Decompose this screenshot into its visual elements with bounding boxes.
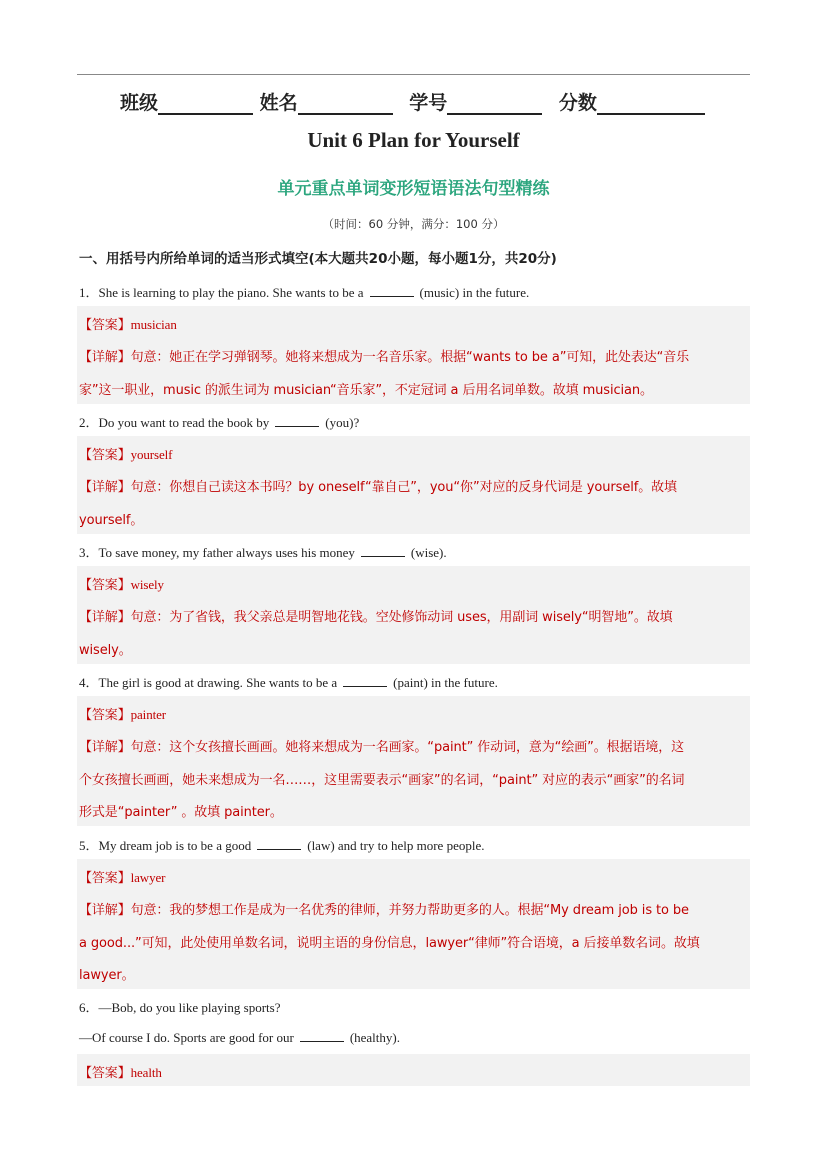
answer-blank	[370, 286, 414, 297]
detail-line: 形式是“painter” 。故填 painter。	[79, 805, 283, 820]
answer-line	[79, 574, 746, 593]
question-3	[79, 542, 447, 561]
class-blank[interactable]	[158, 93, 253, 115]
detail-line: yourself。	[79, 513, 144, 528]
question-text: 5．My dream job is to be a good	[79, 838, 252, 853]
answer-box-4	[77, 696, 750, 826]
answer-value: wisely	[130, 577, 164, 592]
answer-blank	[343, 676, 387, 687]
answer-line	[79, 867, 746, 886]
question-2	[79, 412, 359, 431]
detail-line: 家”这一职业，music 的派生词为 musician“音乐家”，不定冠词 a 后用名词单数。故填 musician。	[79, 383, 653, 398]
class-label: 班级	[120, 92, 159, 114]
answer-blank	[257, 839, 301, 850]
detail-text: 句意：为了省钱，我父亲总是明智地花钱。空处修饰动词 uses，用副词 wisely“明智地”。故填	[130, 610, 673, 625]
answer-blank	[300, 1031, 344, 1042]
detail-line	[79, 899, 746, 918]
detail-tag: 【详解】	[79, 903, 131, 918]
student-number-label: 学号	[409, 92, 448, 114]
detail-line: wisely。	[79, 643, 132, 658]
answer-box-1	[77, 306, 750, 404]
answer-tag: 【答案】	[79, 1066, 131, 1081]
answer-box-6	[77, 1054, 750, 1086]
page-title: Unit 6 Plan for Yourself	[307, 128, 520, 152]
answer-blank	[361, 546, 405, 557]
detail-text: 句意：我的梦想工作是成为一名优秀的律师，并努力帮助更多的人。根据“My dream job is to be	[130, 903, 689, 918]
question-text: (healthy).	[349, 1030, 400, 1045]
question-text: 6．—Bob, do you like playing sports?	[79, 1000, 281, 1015]
question-text: (paint) in the future.	[393, 675, 498, 690]
score-label: 分数	[558, 92, 597, 114]
question-text: 4．The girl is good at drawing. She wants to be a	[79, 675, 338, 690]
detail-line: a good...”可知，此处使用单数名词，说明主语的身份信息，lawyer“律师”符合语境，a 后接单数名词。故填	[79, 936, 700, 951]
name-blank[interactable]	[298, 93, 393, 115]
detail-line	[79, 346, 746, 365]
question-text: 2．Do you want to read the book by	[79, 415, 270, 430]
detail-text: 句意：你想自己读这本书吗？by oneself“靠自己”，you“你”对应的反身代词是 yourself。故填	[130, 480, 677, 495]
answer-line	[79, 1062, 746, 1081]
detail-line: 个女孩擅长画画，她未来想成为一名……，这里需要表示“画家”的名词，“paint” 对应的表示“画家”的名词	[79, 773, 685, 788]
question-text: —Of course I do. Sports are good for our	[79, 1030, 294, 1045]
answer-value: painter	[130, 707, 167, 722]
detail-line	[79, 736, 746, 755]
section-heading: 一、用括号内所给单词的适当形式填空(本大题共20小题，每小题1分，共20分)	[79, 251, 557, 267]
detail-line: lawyer。	[79, 968, 135, 983]
answer-tag: 【答案】	[79, 578, 131, 593]
question-6-line-1	[79, 997, 281, 1016]
student-info-row	[120, 88, 705, 116]
answer-tag: 【答案】	[79, 318, 131, 333]
answer-value: musician	[130, 317, 177, 332]
question-text: (wise).	[410, 545, 447, 560]
answer-tag: 【答案】	[79, 448, 131, 463]
answer-value: health	[130, 1065, 162, 1080]
question-text: 3．To save money, my father always uses his money	[79, 545, 355, 560]
question-4	[79, 672, 498, 691]
question-5	[79, 835, 484, 854]
answer-line	[79, 314, 746, 333]
answer-tag: 【答案】	[79, 708, 131, 723]
question-text: 1．She is learning to play the piano. She wants to be a	[79, 285, 364, 300]
top-rule	[77, 74, 750, 75]
answer-value: yourself	[130, 447, 173, 462]
detail-line	[79, 476, 746, 495]
detail-text: 句意：她正在学习弹钢琴。她将来想成为一名音乐家。根据“wants to be a”可知，此处表达“音乐	[130, 350, 690, 365]
page-subtitle: 单元重点单词变形短语语法句型精练	[277, 179, 550, 199]
time-note: （时间：60 分钟，满分：100 分）	[322, 217, 505, 231]
detail-tag: 【详解】	[79, 740, 131, 755]
detail-line	[79, 606, 746, 625]
question-1	[79, 282, 529, 301]
question-text: (music) in the future.	[419, 285, 530, 300]
detail-text: 句意：这个女孩擅长画画。她将来想成为一名画家。“paint” 作动词，意为“绘画”。根据语境，这	[130, 740, 685, 755]
answer-tag: 【答案】	[79, 871, 131, 886]
detail-tag: 【详解】	[79, 350, 131, 365]
detail-tag: 【详解】	[79, 480, 131, 495]
answer-box-5	[77, 859, 750, 989]
student-number-blank[interactable]	[447, 93, 542, 115]
answer-line	[79, 444, 746, 463]
answer-box-2	[77, 436, 750, 534]
answer-box-3	[77, 566, 750, 664]
answer-blank	[275, 416, 319, 427]
detail-tag: 【详解】	[79, 610, 131, 625]
question-text: (you)?	[325, 415, 360, 430]
question-text: (law) and try to help more people.	[307, 838, 485, 853]
answer-line	[79, 704, 746, 723]
score-blank[interactable]	[597, 93, 705, 115]
name-label: 姓名	[259, 92, 298, 114]
answer-value: lawyer	[130, 870, 166, 885]
question-6-line-2	[79, 1030, 400, 1046]
